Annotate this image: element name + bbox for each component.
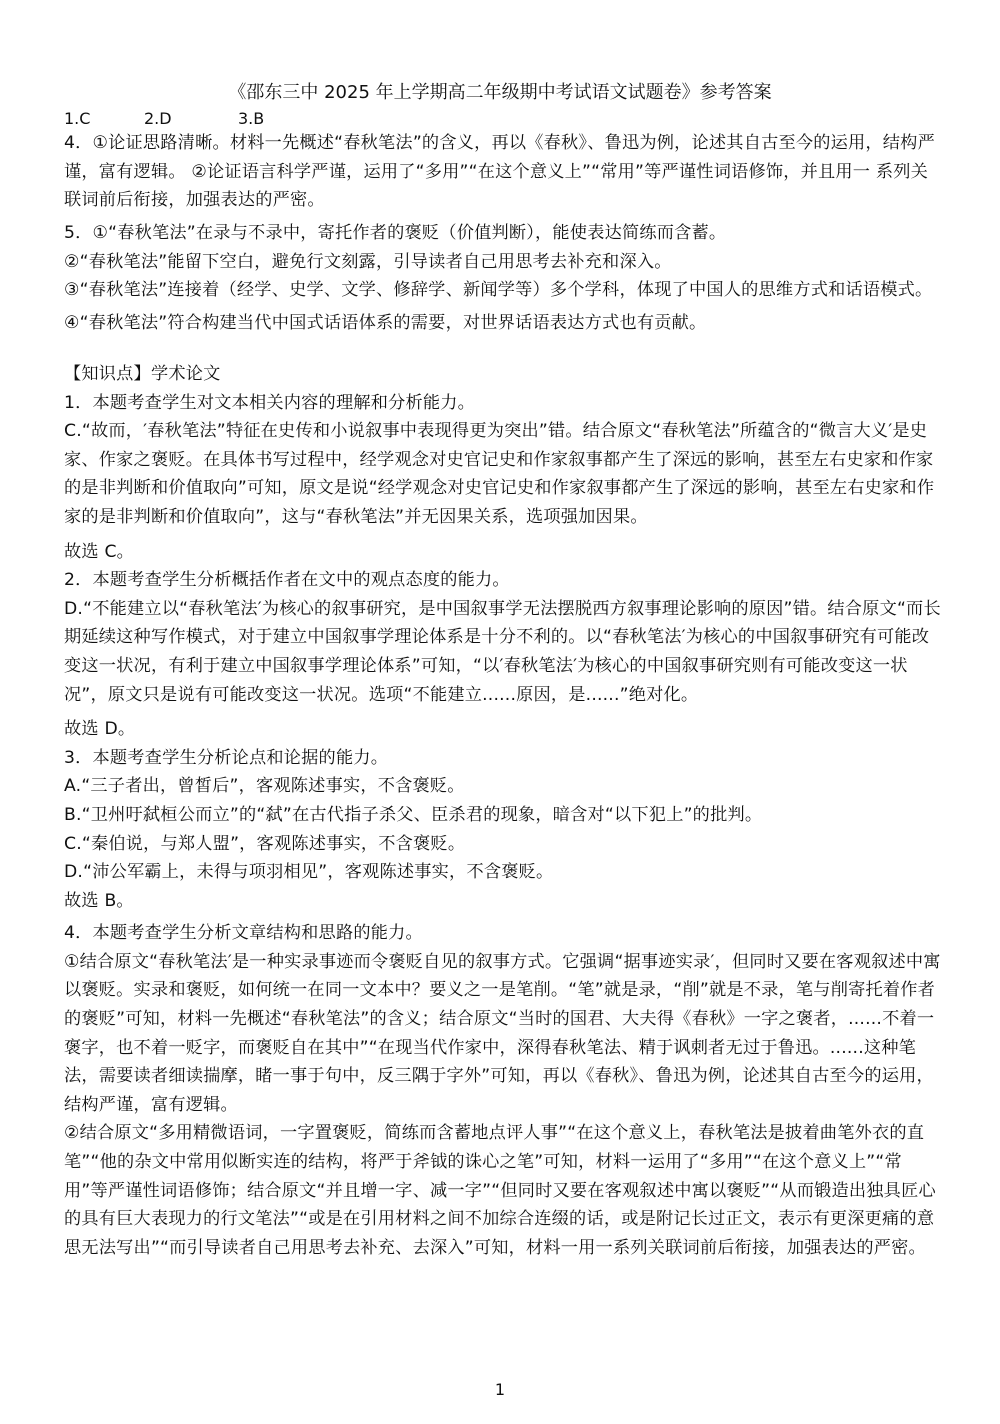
explanation-2-body: D.“不能建立以“春秋笔法′为核心的叙事研究，是中国叙事学无法摆脱西方叙事理论影响的原因”错。结合原文“而长期延续这种写作模式，对于建立中国叙事学理论体系是十分不利的。以“春秋笔法′为核心的中国叙事研究有可能改变这一状况，有利于建立中国叙事学理论体系”可知，“以′春秋笔法′为核心的中国叙事研究则有可能改变这一状况”，原文只是说有可能改变这一状况。选项“不能建立......原因，是......”绝对化。 <box>64 598 941 705</box>
explanation-4-point-1: ①结合原文“春秋笔法′是一种实录事迹而令褒贬自见的叙事方式。它强调“据事迹实录′，但同时又要在客观叙述中寓以褒贬。实录和褒贬，如何统一在同一文本中？要义之一是笔削。“笔”就是录，“削”就是不录，笔与削寄托着作者的褒贬”可知，材料一先概述“春秋笔法”的含义；结合原文“当时的国君、大夫得《春秋》一字之褒者，......不着一褒字，也不着一贬字，而褒贬自在其中”“在现当代作家中，深得春秋笔法、精于讽刺者无过于鲁迅。......这种笔法，需要读者细读揣摩，睹一事于句中，反三隅于字外”可知，再以《春秋》、鲁迅为例，论述其自古至今的运用，结构严谨，富有逻辑。 <box>64 951 941 1115</box>
q5-point-1: 5．①“春秋笔法”在录与不录中，寄托作者的褒贬（价值判断），能使表达简练而含蓄。 <box>64 223 727 243</box>
document-title: 《邵东三中 2025 年上学期高二年级期中考试语文试题卷》参考答案 <box>228 82 772 103</box>
question-4-answer <box>64 129 944 215</box>
explanation-3-option-a: A.“三子者出，曾皙后”，客观陈述事实，不含褒贬。 <box>64 776 465 797</box>
question-5-answer <box>64 219 944 337</box>
answer-key-row <box>64 107 264 131</box>
answer-1: 1.C <box>64 109 91 128</box>
explanation-3-option-c: C.“秦伯说，与郑人盟”，客观陈述事实，不含褒贬。 <box>64 833 466 854</box>
explanation-1-heading: 1．本题考查学生对文本相关内容的理解和分析能力。 <box>64 392 476 413</box>
explanation-4-point-2: ②结合原文“多用精微语词，一字置褒贬，简练而含蓄地点评人事”“在这个意义上，春秋笔法是披着曲笔外衣的直笔”“他的杂文中常用似断实连的结构，将严于斧钺的诛心之笔”可知，材料一运用了“多用”“在这个意义上”“常用”等严谨性词语修饰；结合原文“并且增一字、减一字”“但同时又要在客观叙述中寓以褒贬”“从而锻造出独具匠心的具有巨大表现力的行文笔法”“或是在引用材料之间不加综合连缀的话，或是附记长过正文，表示有更深更痛的意思无法写出”“而引导读者自己用思考去补充、去深入”可知，材料一用一系列关联词前后衔接，加强表达的严密。 <box>64 1123 936 1258</box>
answer-3: 3.B <box>238 109 265 128</box>
explanations-section <box>64 360 944 1262</box>
page-number: 1 <box>494 1380 506 1399</box>
answer-2: 2.D <box>144 109 172 128</box>
explanation-1-answer: 故选 C。 <box>64 541 135 562</box>
explanation-3-option-d: D.“沛公军霸上，未得与项羽相见”，客观陈述事实，不含褒贬。 <box>64 862 554 883</box>
explanation-3-heading: 3．本题考查学生分析论点和论据的能力。 <box>64 747 389 768</box>
explanation-3-option-b: B.“卫州吁弑桓公而立”的“弑”在古代指子杀父、臣杀君的现象，暗含对“以下犯上”的批判。 <box>64 804 763 825</box>
q5-point-4: ④“春秋笔法”符合构建当代中国式话语体系的需要，对世界话语表达方式也有贡献。 <box>64 312 707 333</box>
explanation-2-answer: 故选 D。 <box>64 719 136 740</box>
q5-point-2: ②“春秋笔法”能留下空白，避免行文刻露，引导读者自己用思考去补充和深入。 <box>64 251 672 272</box>
explanation-3-answer: 故选 B。 <box>64 890 134 911</box>
explanation-1-body: C.“故而，′春秋笔法”特征在史传和小说叙事中表现得更为突出”错。结合原文“春秋笔法”所蕴含的“微言大义′是史家、作家之褒贬。在具体书写过程中，经学观念对史官记史和作家叙事都产生了深远的影响，甚至左右史家和作家的是非判断和价值取向”可知，原文是说“经学观念对史官记史和作家叙事都产生了深远的影响，甚至左右史家和作家的是非判断和价值取向”，这与“春秋笔法”并无因果关系，选项强加因果。 <box>64 421 935 527</box>
explanation-4-heading: 4．本题考查学生分析文章结构和思路的能力。 <box>64 923 423 944</box>
q5-point-3: ③“春秋笔法”连接着（经学、史学、文学、修辞学、新闻学等）多个学科，体现了中国人的思维方式和话语模式。 <box>64 280 933 301</box>
explanation-2-heading: 2．本题考查学生分析概括作者在文中的观点态度的能力。 <box>64 570 510 591</box>
q4-paragraph: 4．①论证思路清晰。材料一先概述“春秋笔法”的含义，再以《春秋》、鲁迅为例，论述其自古至今的运用，结构严谨，富有逻辑。 ②论证语言科学严谨，运用了“多用”“在这个意义上”“常用”等严谨性词语修饰，并且用一 系列关联词前后衔接，加强表达的严密。 <box>64 133 935 211</box>
knowledge-point: 【知识点】学术论文 <box>64 364 221 384</box>
